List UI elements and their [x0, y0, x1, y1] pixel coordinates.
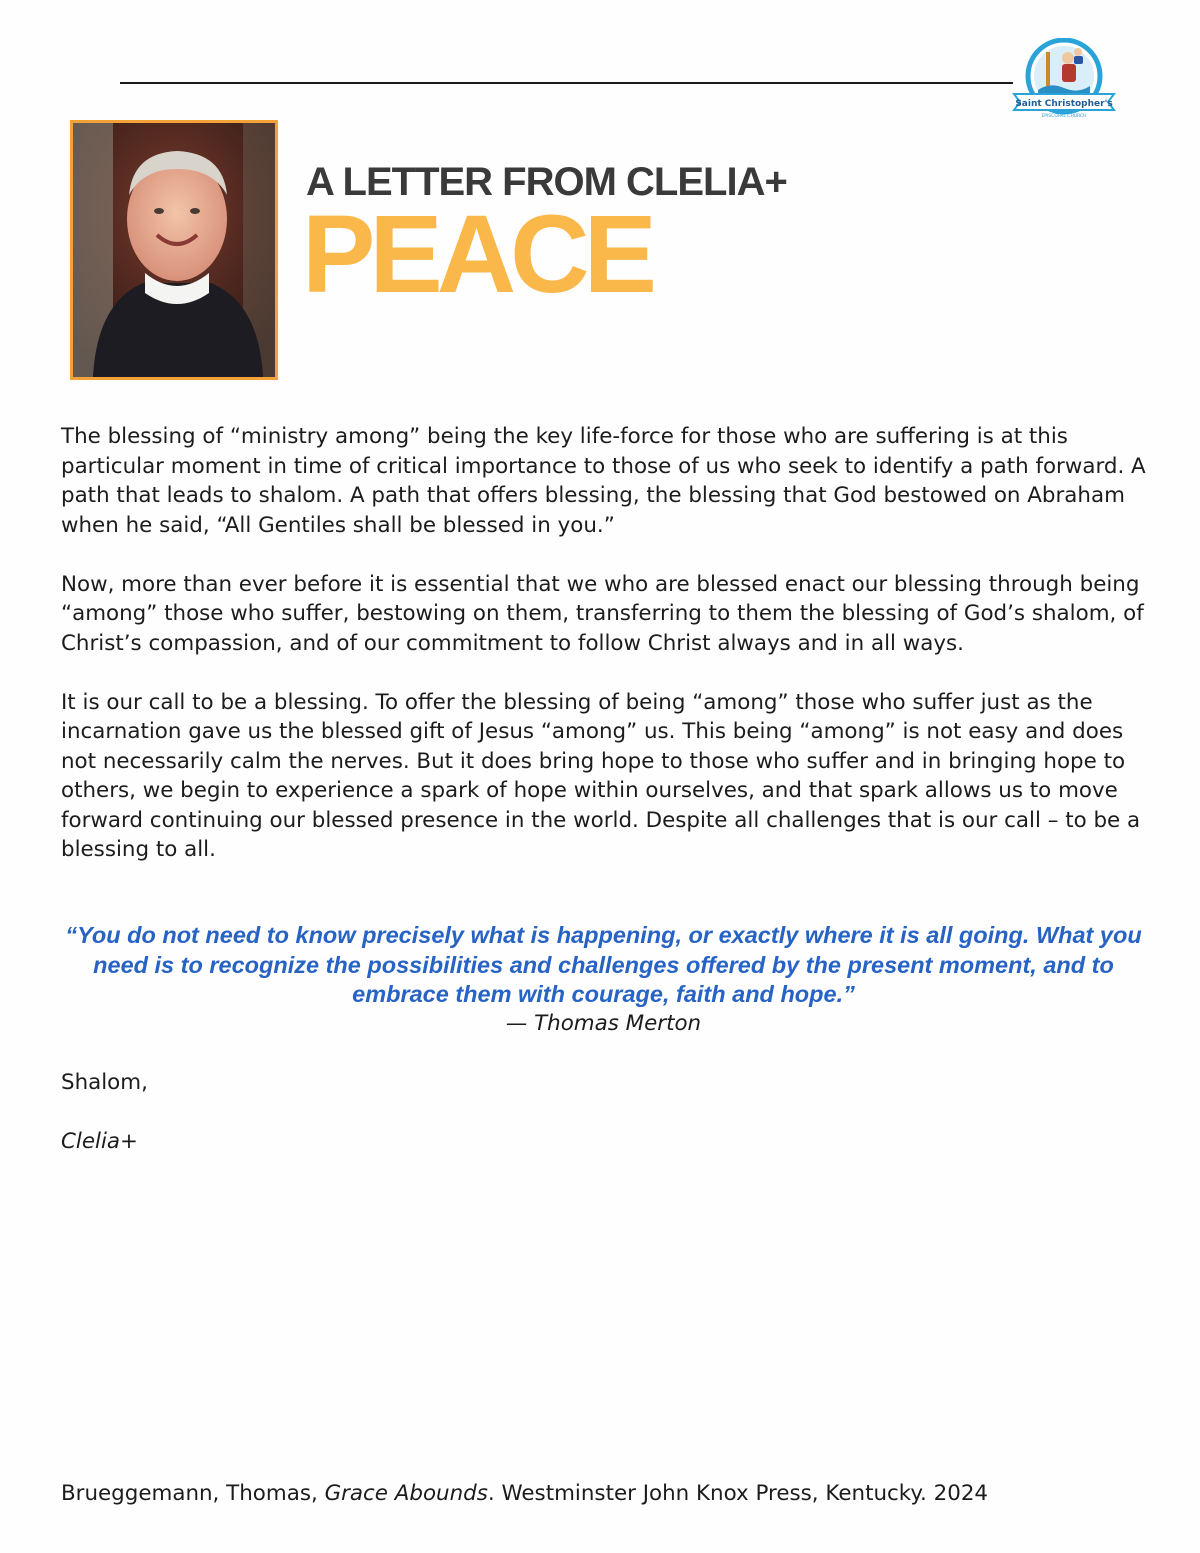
- author-portrait: [70, 120, 278, 380]
- citation-publisher: . Westminster John Knox Press, Kentucky. 2024: [487, 1481, 989, 1506]
- salutation: Shalom,: [61, 1070, 148, 1095]
- logo-subtext: EPISCOPAL CHURCH: [1041, 114, 1087, 119]
- paragraph: Now, more than ever before it is essential that we who are blessed enact our blessing through being “among” those who suffer, bestowing on them, transferring to them the blessing of God’s shalom, of Christ’s compassion, and of our commitment to follow Christ always and in all ways.: [61, 571, 1144, 656]
- paragraph: It is our call to be a blessing. To offer the blessing of being “among” those who suffer just as the incarnation gave us the blessed gift of Jesus “among” us. This being “among” is not easy and does not necessarily calm the nerves. But it does bring hope to those who suffer and in bringing hope to others, we begin to experience a spark of hope within ourselves, and that spark allows us to move forward continuing our blessed presence in the world. Despite all challenges that is our call – to be a blessing to all.: [61, 689, 1141, 862]
- heading-kicker: A LETTER FROM CLELIA+: [306, 160, 787, 204]
- pull-quote: “You do not need to know precisely what is happening, or exactly where it is all going. What you need is to recognize the possibilities and challenges offered by the present moment, and to embrace them with courage, faith and hope.”: [65, 922, 1142, 1007]
- citation-title: Grace Abounds: [324, 1481, 488, 1506]
- signature: Clelia+: [61, 1129, 138, 1154]
- logo-text: Saint Christopher's: [1015, 99, 1113, 109]
- page-title: PEACE: [302, 193, 651, 316]
- header-rule: [120, 82, 1013, 84]
- citation-author: Brueggemann, Thomas,: [61, 1481, 325, 1506]
- letter-body: [61, 422, 1146, 894]
- quote-attribution: — Thomas Merton: [505, 1011, 702, 1036]
- citation: [61, 1479, 1151, 1509]
- paragraph: The blessing of “ministry among” being the key life-force for those who are suffering is at this particular moment in time of critical importance to those of us who seek to identify a path forward. A path that leads to shalom. A path that offers blessing, the blessing that God bestowed on Abraham when he said, “All Gentiles shall be blessed in you.”: [61, 424, 1146, 538]
- church-logo: [1010, 38, 1122, 120]
